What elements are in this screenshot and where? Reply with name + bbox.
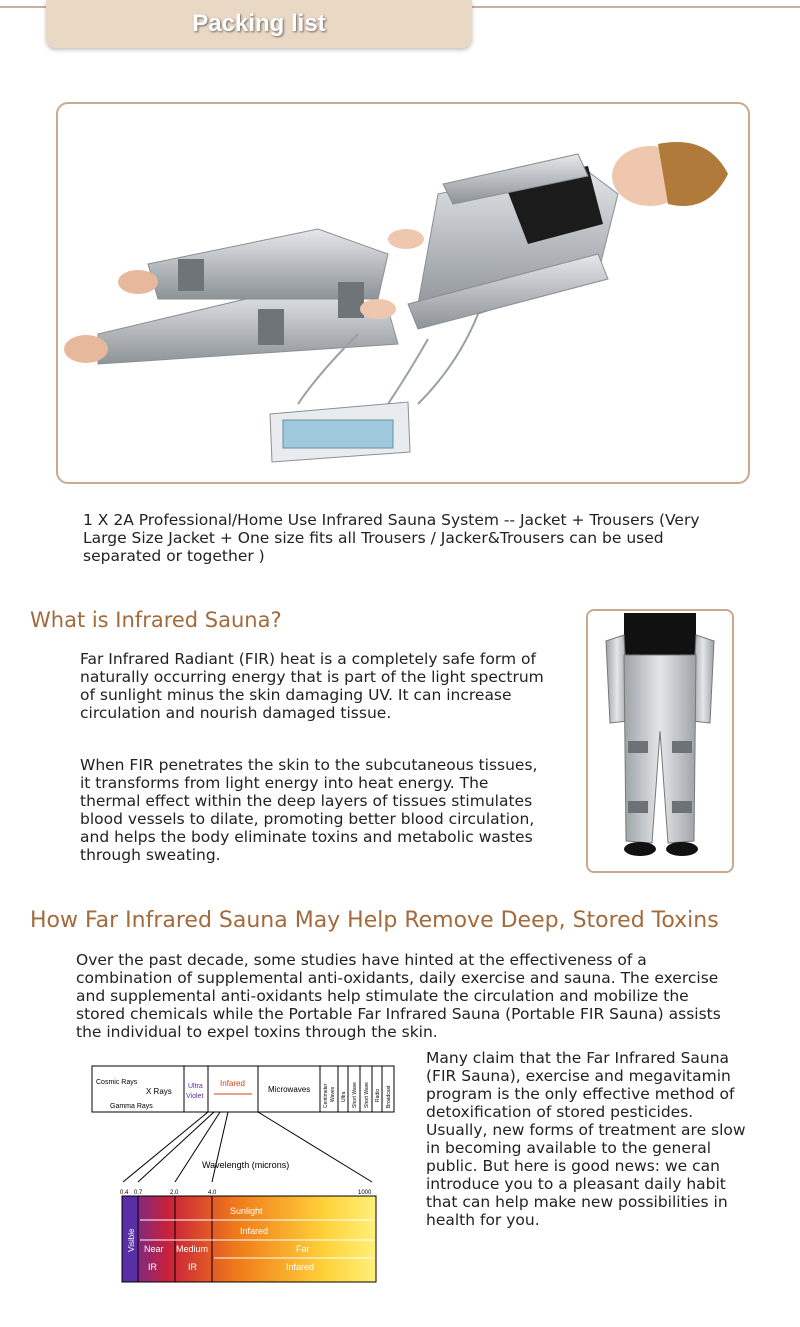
broadcast-label: Broadcast [386,1085,392,1108]
gamma-rays-label: Gamma Rays [110,1103,153,1110]
infared-band-label: Infared [240,1226,269,1236]
tick-0-7: 0.7 [134,1190,143,1196]
near-label: Near [144,1244,164,1254]
tick-4-0: 4.0 [208,1190,217,1196]
fir-paragraph-2: When FIR penetrates the skin to the subcutaneous tissues, it transforms from light energy into heat energy. The thermal effect within the deep layers of tissues stimulates blood vessels to dilate, promoting better blood circulation, and helps the body eliminate toxins and metabolic wastes through sweating. [80,756,538,864]
near-ir-label: IR [148,1262,157,1272]
tick-0-4: 0.4 [120,1190,129,1196]
shortwave-label: Short Wave [352,1082,358,1108]
tick-1000: 1000 [358,1190,372,1196]
spectrum-diagram [90,1062,420,1302]
microwaves-label: Microwaves [268,1085,311,1094]
product-description: 1 X 2A Professional/Home Use Infrared Sauna System -- Jacket + Trousers (Very Large Size Jacket + One size fits all Trousers / Jacker&Trousers can be used separated or together ) [83,511,700,565]
medium-ir-label: IR [188,1262,197,1272]
fir-paragraph-1: Far Infrared Radiant (FIR) heat is a completely safe form of naturally occurring energy that is part of the light spectrum of sunlight minus the skin damaging UV. It can increase circulation and nourish damaged tissue. [80,650,544,722]
cosmic-rays-label: Cosmic Rays [96,1079,138,1086]
section-heading-toxins: How Far Infrared Sauna May Help Remove Deep, Stored Toxins [30,908,719,933]
section-heading-what-is: What is Infrared Sauna? [30,608,282,632]
far-label: Far [296,1244,310,1254]
waves-label: Waves [330,1086,336,1102]
product-illustration [58,104,748,482]
packing-list-title: Packing list [192,10,326,37]
trousers-illustration [588,611,732,871]
infared-top-label: Infared [220,1079,245,1088]
ultra-label: Ultra [188,1083,203,1090]
toxins-paragraph-1: Over the past decade, some studies have hinted at the effectiveness of a combination of supplemental anti-oxidants, daily exercise and sauna. The exercise and supplemental anti-oxidants help stimulate the circulation and mobilize the stored chemicals while the Portable Far Infrared Sauna (Portable FIR Sauna) assists the individual to expel toxins through the skin. [76,951,721,1041]
far-infared-label: Infared [286,1262,315,1272]
medium-label: Medium [176,1244,209,1254]
product-photo [56,102,750,484]
violet-label: Violet [186,1093,204,1100]
toxins-paragraph-2: Many claim that the Far Infrared Sauna (FIR Sauna), exercise and megavitamin program is the only effective method of detoxification of stored pesticides. Usually, new forms of treatment are slow in becoming available to the general public. But here is good news: we can introduce you to a pleasant daily habit that can help make new possibilities in health for you. [426,1049,746,1229]
section-tab [46,0,472,48]
sunlight-label: Sunlight [230,1206,263,1216]
trousers-photo [586,609,734,873]
centimeter-label: Centimeter [323,1083,329,1108]
visible-label: Visible [127,1228,136,1252]
tick-2-0: 2.0 [170,1190,179,1196]
ultra-short-label: Ultra [341,1091,347,1102]
shortwave2-label: Short Wave [364,1082,370,1108]
xrays-label: X Rays [146,1087,172,1096]
radio-label: Radio [375,1088,381,1102]
wavelength-label: Wavelength (microns) [202,1160,290,1170]
